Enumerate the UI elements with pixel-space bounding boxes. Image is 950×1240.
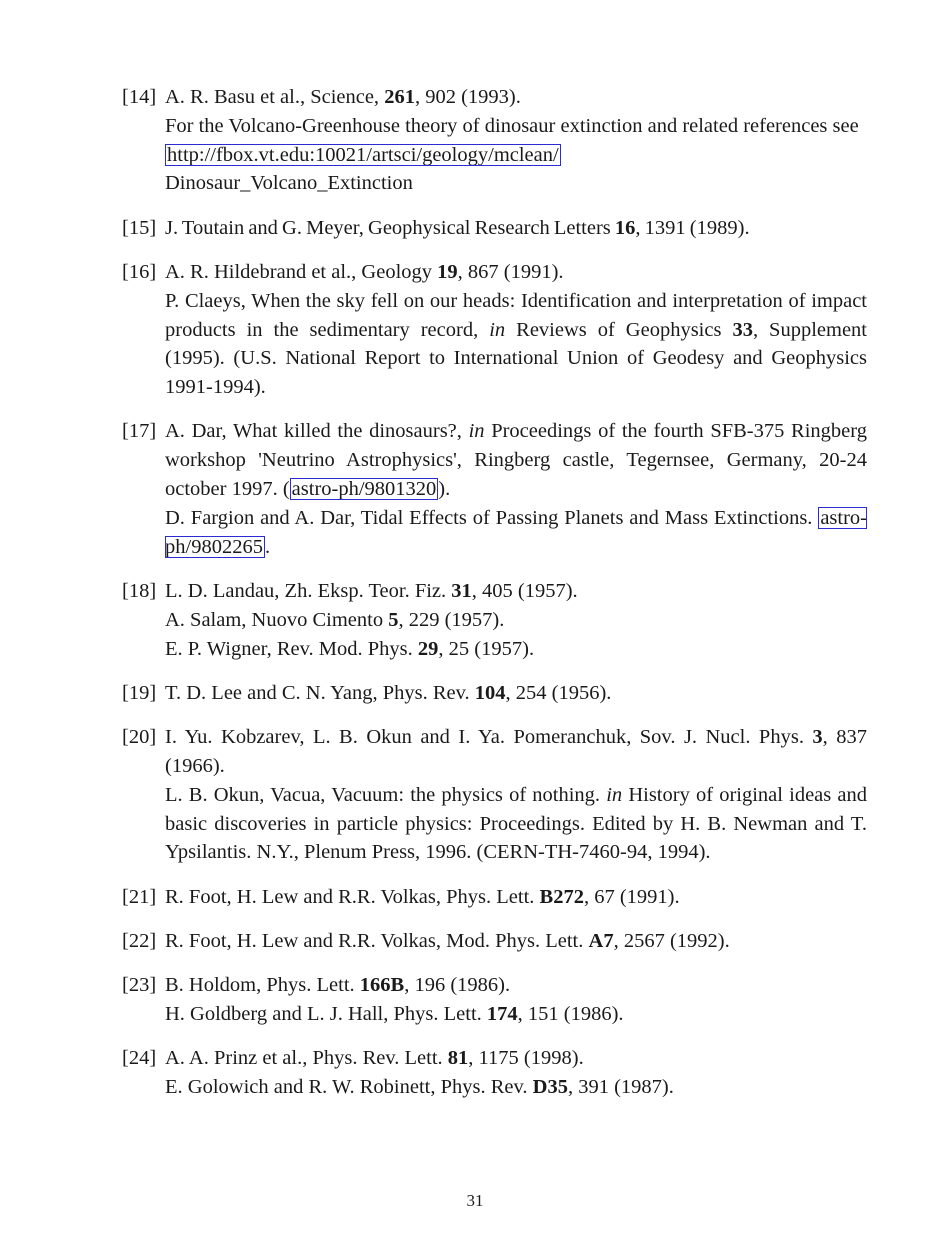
reference-body: [165, 723, 867, 867]
citation-line: D. Fargion and A. Dar, Tidal Effects of Passing Planets and Mass Extinctions. astro-ph/9802265.: [165, 506, 867, 558]
citation-line: A. R. Hildebrand et al., Geology 19, 867 (1991).: [165, 260, 564, 283]
citation-line: H. Goldberg and L. J. Hall, Phys. Lett. 174, 151 (1986).: [165, 1003, 624, 1026]
reference-number: [16]: [122, 260, 157, 283]
reference-number: [17]: [122, 420, 157, 443]
reference-21: [122, 883, 867, 912]
reference-body: [165, 971, 867, 1029]
reference-number: [23]: [122, 974, 157, 997]
citation-line: A. A. Prinz et al., Phys. Rev. Lett. 81, 1175 (1998).: [165, 1047, 584, 1070]
reference-body: [165, 258, 867, 402]
volume-number: 31: [451, 579, 472, 602]
reference-17: [122, 417, 867, 561]
reference-number: [15]: [122, 216, 157, 239]
reference-body: [165, 417, 867, 561]
reference-number: [22]: [122, 929, 157, 952]
reference-20: [122, 723, 867, 867]
reference-body: [165, 577, 867, 663]
reference-16: [122, 258, 867, 402]
citation-line: T. D. Lee and C. N. Yang, Phys. Rev. 104, 254 (1956).: [165, 681, 612, 704]
reference-number: [20]: [122, 726, 157, 749]
reference-23: [122, 971, 867, 1029]
reference-number: [21]: [122, 885, 157, 908]
page-number: 31: [466, 1191, 484, 1210]
citation-line: R. Foot, H. Lew and R.R. Volkas, Mod. Phys. Lett. A7, 2567 (1992).: [165, 929, 730, 952]
arxiv-link[interactable]: astro-ph/9802265: [165, 506, 867, 558]
italic-in: in: [468, 420, 485, 443]
citation-line: E. Golowich and R. W. Robinett, Phys. Rev. D35, 391 (1987).: [165, 1076, 674, 1099]
volume-number: 166B: [359, 974, 405, 997]
reference-body: [165, 927, 867, 956]
reference-number: [18]: [122, 579, 157, 602]
volume-number: B272: [539, 885, 584, 908]
reference-body: [165, 1044, 867, 1102]
reference-22: [122, 927, 867, 956]
volume-number: 33: [732, 318, 753, 341]
reference-18: [122, 577, 867, 663]
reference-number: [14]: [122, 86, 157, 108]
citation-line: J. Toutain and G. Meyer, Geophysical Research Letters 16, 1391 (1989).: [165, 216, 750, 239]
volume-number: 29: [417, 637, 439, 660]
citation-line: A. R. Basu et al., Science, 261, 902 (1993).: [165, 86, 521, 108]
volume-number: 261: [384, 86, 415, 108]
citation-line: P. Claeys, When the sky fell on our heads: Identification and interpretation of impact products in the sedimentary record, in Reviews of Geophysics 33, Supplement (1995). (U.S. National Report to International Union of Geodesy and Geophysics 1991-1994).: [165, 289, 867, 399]
volume-number: 174: [486, 1003, 518, 1026]
volume-number: 81: [447, 1047, 469, 1070]
italic-in: in: [606, 783, 623, 806]
reference-list: [122, 83, 867, 1117]
volume-number: 3: [812, 726, 823, 749]
volume-number: A7: [588, 929, 614, 952]
reference-number: [24]: [122, 1047, 157, 1070]
reference-14: [122, 83, 867, 198]
citation-line: R. Foot, H. Lew and R.R. Volkas, Phys. Lett. B272, 67 (1991).: [165, 885, 680, 908]
reference-24: [122, 1044, 867, 1102]
citation-line: I. Yu. Kobzarev, L. B. Okun and I. Ya. Pomeranchuk, Sov. J. Nucl. Phys. 3, 837 (1966).: [165, 726, 867, 777]
arxiv-link[interactable]: astro-ph/9801320: [291, 478, 437, 501]
reference-19: [122, 679, 867, 708]
citation-line: B. Holdom, Phys. Lett. 166B, 196 (1986).: [165, 974, 511, 997]
citation-note: For the Volcano-Greenhouse theory of dinosaur extinction and related references see: [165, 114, 859, 137]
citation-line: L. B. Okun, Vacua, Vacuum: the physics of nothing. in History of original ideas and basic discoveries in particle physics: Proceedings. Edited by H. B. Newman and T. Ypsilantis. N.Y., Plenum Press, 1996. (CERN-TH-7460-94, 1994).: [165, 783, 867, 864]
volume-number: 16: [614, 216, 636, 239]
italic-in: in: [489, 318, 506, 341]
citation-line: E. P. Wigner, Rev. Mod. Phys. 29, 25 (1957).: [165, 637, 535, 660]
citation-url-continuation: Dinosaur_Volcano_Extinction: [165, 172, 413, 195]
citation-line: A. Salam, Nuovo Cimento 5, 229 (1957).: [165, 608, 505, 631]
reference-15: [122, 214, 867, 243]
reference-url-link[interactable]: http://fbox.vt.edu:10021/artsci/geology/mclean/: [167, 143, 559, 166]
reference-body: [165, 214, 867, 243]
reference-body: [165, 883, 867, 912]
reference-number: [19]: [122, 681, 157, 704]
volume-number: 19: [437, 260, 458, 283]
volume-number: 104: [474, 681, 506, 704]
citation-line: L. D. Landau, Zh. Eksp. Teor. Fiz. 31, 405 (1957).: [165, 579, 578, 602]
volume-number: 5: [388, 608, 399, 631]
volume-number: D35: [532, 1076, 568, 1099]
reference-body: [165, 679, 867, 708]
reference-body: [165, 83, 867, 198]
citation-line: A. Dar, What killed the dinosaurs?, in Proceedings of the fourth SFB-375 Ringberg workshop 'Neutrino Astrophysics', Ringberg castle, Tegernsee, Germany, 20-24 october 1997. (astro-ph/9801320).: [165, 420, 867, 501]
